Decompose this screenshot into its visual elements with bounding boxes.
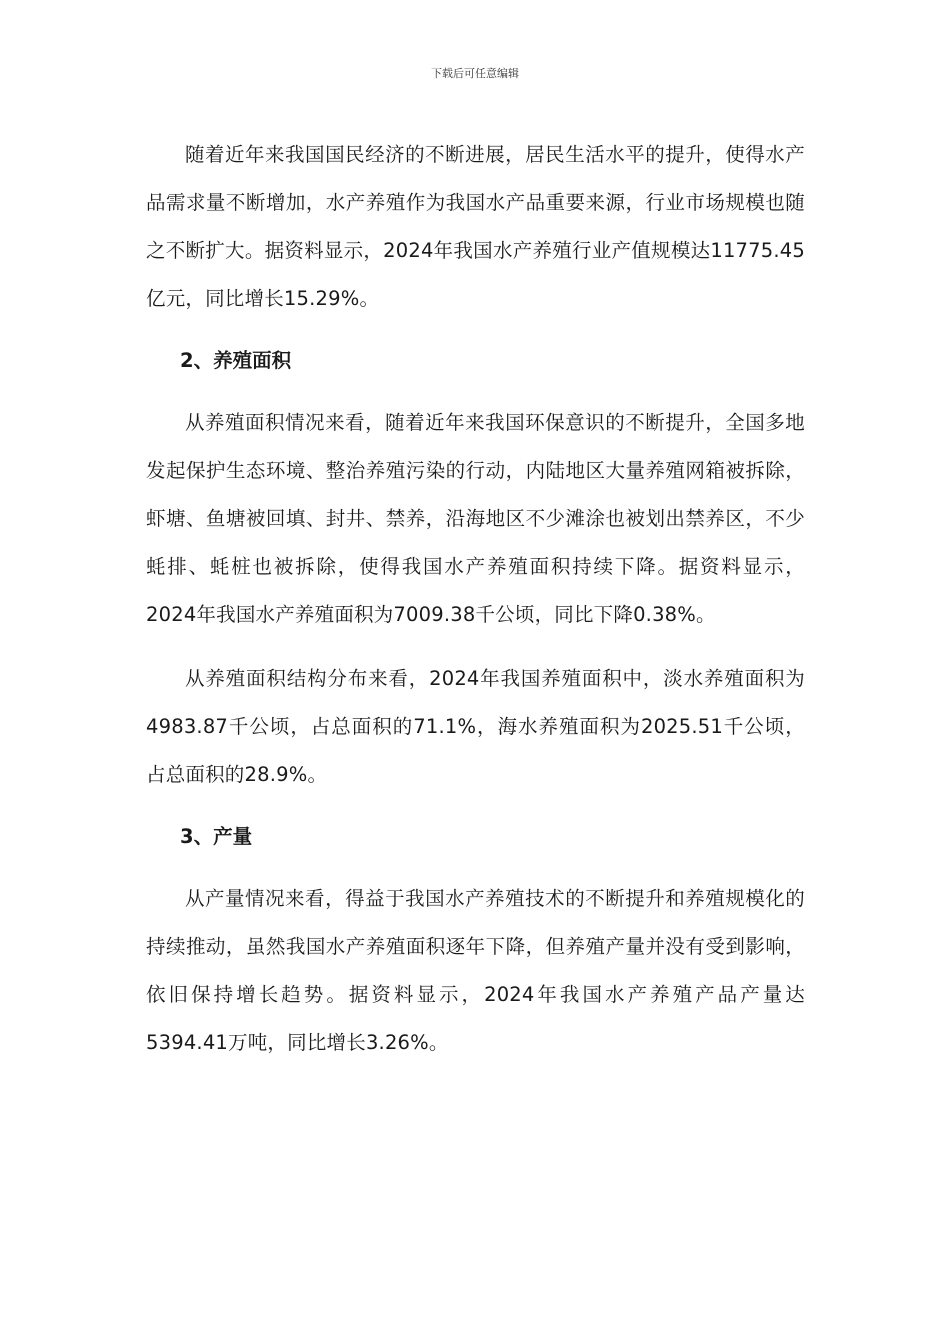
spacer: [146, 799, 805, 813]
spacer: [146, 861, 805, 875]
spacer: [146, 639, 805, 655]
output-paragraph: 从产量情况来看，得益于我国水产养殖技术的不断提升和养殖规模化的持续推动，虽然我国水产养殖面积逐年下降，但养殖产量并没有受到影响，依旧保持增长趋势。据资料显示，2024年我国水产养殖产品产量达5394.41万吨，同比增长3.26%。: [146, 887, 805, 1054]
area-paragraph-1: 从养殖面积情况来看，随着近年来我国环保意识的不断提升，全国多地发起保护生态环境、整治养殖污染的行动，内陆地区大量养殖网箱被拆除，虾塘、鱼塘被回填、封井、禁养，沿海地区不少滩涂也被划出禁养区，不少蚝排、蚝桩也被拆除，使得我国水产养殖面积持续下降。据资料显示，2024年我国水产养殖面积为7009.38千公顷，同比下降0.38%。: [146, 411, 805, 626]
document-body: [146, 131, 805, 1067]
section-heading-area: 2、养殖面积: [180, 349, 292, 372]
spacer: [146, 385, 805, 399]
page-header: 下载后可任意编辑: [431, 67, 519, 80]
section-heading-output: 3、产量: [180, 825, 253, 848]
intro-paragraph: 随着近年来我国国民经济的不断进展，居民生活水平的提升，使得水产品需求量不断增加，水产养殖作为我国水产品重要来源，行业市场规模也随之不断扩大。据资料显示，2024年我国水产养殖行业产值规模达11775.45亿元，同比增长15.29%。: [146, 143, 805, 310]
spacer: [146, 323, 805, 337]
area-paragraph-2: 从养殖面积结构分布来看，2024年我国养殖面积中，淡水养殖面积为4983.87千公顷，占总面积的71.1%，海水养殖面积为2025.51千公顷，占总面积的28.9%。: [146, 667, 805, 786]
